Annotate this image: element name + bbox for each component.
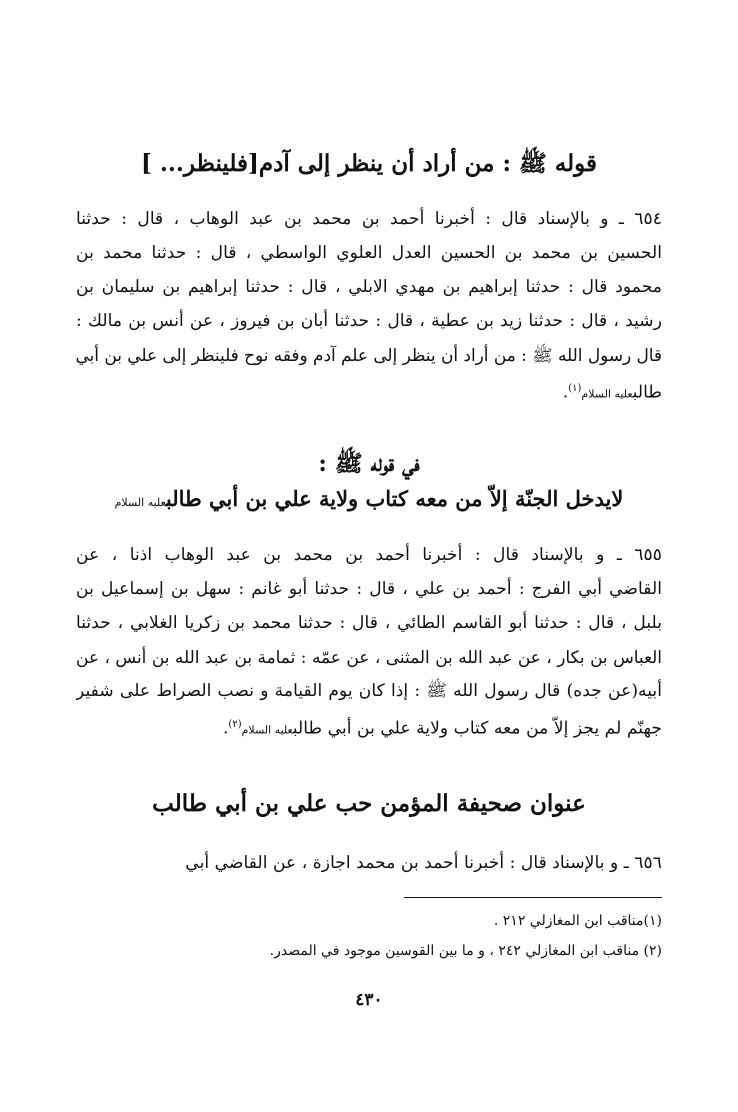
paragraph-655-line: بلبل ، قال : حدثنا أبو القاسم الطائي ، قال : حدثنا محمد بن زكريا الغلابي ، حدثنا: [76, 613, 662, 633]
blessing-text: عليه السلام: [241, 723, 293, 737]
section-heading-3-text: عنوان صحيفة المؤمن حب علي بن أبي طالب: [152, 790, 586, 817]
paragraph-655-last-line: جهنّم لم يجز إلاّ من معه كتاب ولاية علي بن أبي طالبعليه السلام$^{(٢)}$.: [222, 718, 662, 739]
paragraph-655-line: أبيه(عن جده) قال رسول الله ﷺ : إذا كان يوم القيامة و نصب الصراط على شفير: [76, 681, 662, 701]
paragraph-654-line: رشيد ، قال : حدثنا زيد بن عطية ، قال : حدثنا أبان بن فيروز ، عن أنس بن مالك :: [76, 311, 662, 331]
paragraph-656-line: ٦٥٦ ـ و بالإسناد قال : أخبرنا أحمد بن محمد اجازة ، عن القاضي أبي: [185, 853, 662, 873]
paragraph-655-last-text: جهنّم لم يجز إلاّ من معه كتاب ولاية علي بن أبي طالب: [292, 718, 662, 739]
section-heading-2: [60, 448, 678, 480]
section-heading-2-subtitle: [40, 484, 698, 518]
paragraph-654: [76, 202, 662, 406]
paragraph-655-line: ٦٥٥ ـ و بالإسناد قال : أخبرنا أحمد بن محمد بن عبد الوهاب اذنا ، عن: [76, 545, 662, 565]
footnote-divider: [404, 897, 662, 898]
footnote-ref-1: (١): [568, 383, 582, 394]
footnote-1: (١)مناقب ابن المغازلي ٢١٢ .: [493, 913, 662, 929]
page-number: ٤٣٠: [355, 990, 383, 1010]
footnote-2: (٢) مناقب ابن المغازلي ٢٤٢ ، و ما بين القوسين موجود في المصدر.: [269, 943, 662, 959]
blessing-text: عليه السلام: [114, 496, 166, 509]
paragraph-655-line: العباس بن بكار ، عن عبد الله بن المثنى ، عن عمّه : ثمامة بن عبد الله بن أنس ، عن: [76, 647, 662, 667]
paragraph-655: [76, 538, 662, 742]
paragraph-654-line: ٦٥٤ ـ و بالإسناد قال : أخبرنا أحمد بن محمد بن عبد الوهاب ، قال : حدثنا: [76, 209, 662, 229]
footnote-ref-2: (٢): [228, 719, 242, 730]
section-heading-1-text: قوله ﷺ : من أراد أن ينظر إلى آدم[فلينظر... ]: [141, 150, 597, 177]
paragraph-654-last-line: طالبعليه السلام$^{(١)}$.: [562, 382, 662, 403]
section-heading-2-line2: لايدخل الجنّة إلاّ من معه كتاب ولاية علي بن أبي طالب: [165, 486, 624, 511]
blessing-text: عليه السلام: [581, 387, 633, 401]
paragraph-656: [76, 846, 662, 880]
paragraph-654-line: الحسين بن محمد بن الحسين العدل العلوي الواسطي ، قال : حدثنا محمد بن: [76, 243, 662, 263]
section-heading-2-line1: في قوله ﷺ :: [318, 450, 420, 477]
section-heading-1: [60, 148, 678, 180]
paragraph-654-line: محمود قال : حدثنا إبراهيم بن مهدي الابلي ، قال : حدثنا إبراهيم بن سليمان بن: [76, 277, 662, 297]
paragraph-654-line: قال رسول الله ﷺ : من أراد أن ينظر إلى علم آدم وفقه نوح فلينظر إلى علي بن أبي: [76, 345, 662, 365]
paragraph-654-last-text: طالب: [632, 382, 662, 403]
section-heading-3: [60, 788, 678, 820]
paragraph-655-line: القاضي أبي الفرج : أحمد بن علي ، قال : حدثنا أبو غانم : سهل بن إسماعيل بن: [76, 579, 662, 599]
